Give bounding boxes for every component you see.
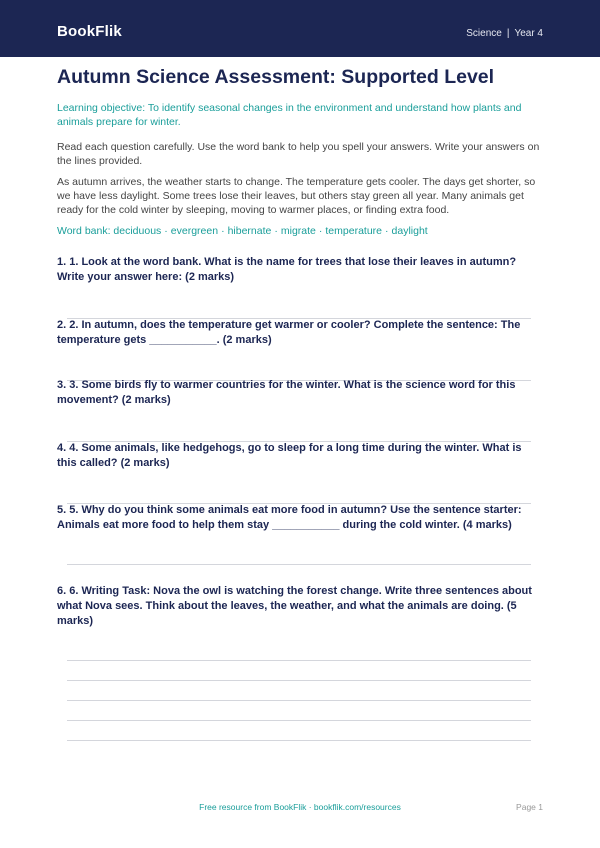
subject-year: Science | Year 4 (466, 28, 543, 39)
learning-objective: Learning objective: To identify seasonal changes in the environment and understand how plants and animals prepare for winter. (57, 102, 522, 128)
word-bank-word: evergreen (170, 225, 219, 237)
question-4: 4. 4. Some animals, like hedgehogs, go to sleep for a long time during the winter. What is this called? (2 marks) (57, 442, 522, 469)
question-2: 2. 2. In autumn, does the temperature get warmer or cooler? Complete the sentence: The temperature gets ___________. (2 marks) (57, 319, 521, 346)
passage: As autumn arrives, the weather starts to change. The temperature gets cooler. The days get shorter, so we have less daylight. Some trees lose their leaves, but others stay green all year. Many animals get ready for the cold winter by sleeping, moving to warmer places, or finding extra food. (57, 176, 536, 216)
question-6: 6. 6. Writing Task: Nova the owl is watching the forest change. Write three sentences about what Nova sees. Think about the leaves, the weather, and what the animals are doing. (5 marks) (57, 585, 532, 627)
answer-line[interactable] (67, 700, 531, 701)
page-number: Page 1 (516, 802, 543, 812)
question-3: 3. 3. Some birds fly to warmer countries for the winter. What is the science word for this movement? (2 marks) (57, 379, 516, 406)
word-bank: Word bank: deciduous · evergreen · hibernate · migrate · temperature · daylight (57, 225, 428, 237)
footer-credit[interactable]: Free resource from BookFlik · bookflik.com/resources (199, 802, 401, 812)
subject-label: Science (466, 28, 502, 39)
page-title: Autumn Science Assessment: Supported Level (57, 66, 495, 88)
answer-line[interactable] (67, 720, 531, 721)
answer-line[interactable] (67, 660, 531, 661)
question-1: 1. 1. Look at the word bank. What is the name for trees that lose their leaves in autumn? Write your answer here: (2 marks) (57, 256, 517, 283)
answer-line[interactable] (67, 564, 531, 565)
word-bank-word: deciduous (113, 225, 162, 237)
word-bank-label: Word bank: (57, 225, 111, 237)
answer-line[interactable] (67, 740, 531, 741)
word-bank-word: daylight (391, 225, 428, 237)
answer-line[interactable] (67, 680, 531, 681)
brand-logo: BookFlik (57, 23, 122, 40)
instructions: Read each question carefully. Use the word bank to help you spell your answers. Write your answers on the lines provided. (57, 141, 540, 167)
page-header (0, 0, 600, 57)
page-footer (0, 802, 600, 816)
intro-section (57, 65, 543, 238)
year-label: Year 4 (514, 28, 543, 39)
question-5: 5. 5. Why do you think some animals eat more food in autumn? Use the sentence starter: Animals eat more food to help them stay ___________ during the cold winter. (4 marks) (57, 504, 522, 531)
word-bank-word: migrate (280, 225, 316, 237)
word-bank-word: temperature (325, 225, 383, 237)
word-bank-word: hibernate (227, 225, 272, 237)
